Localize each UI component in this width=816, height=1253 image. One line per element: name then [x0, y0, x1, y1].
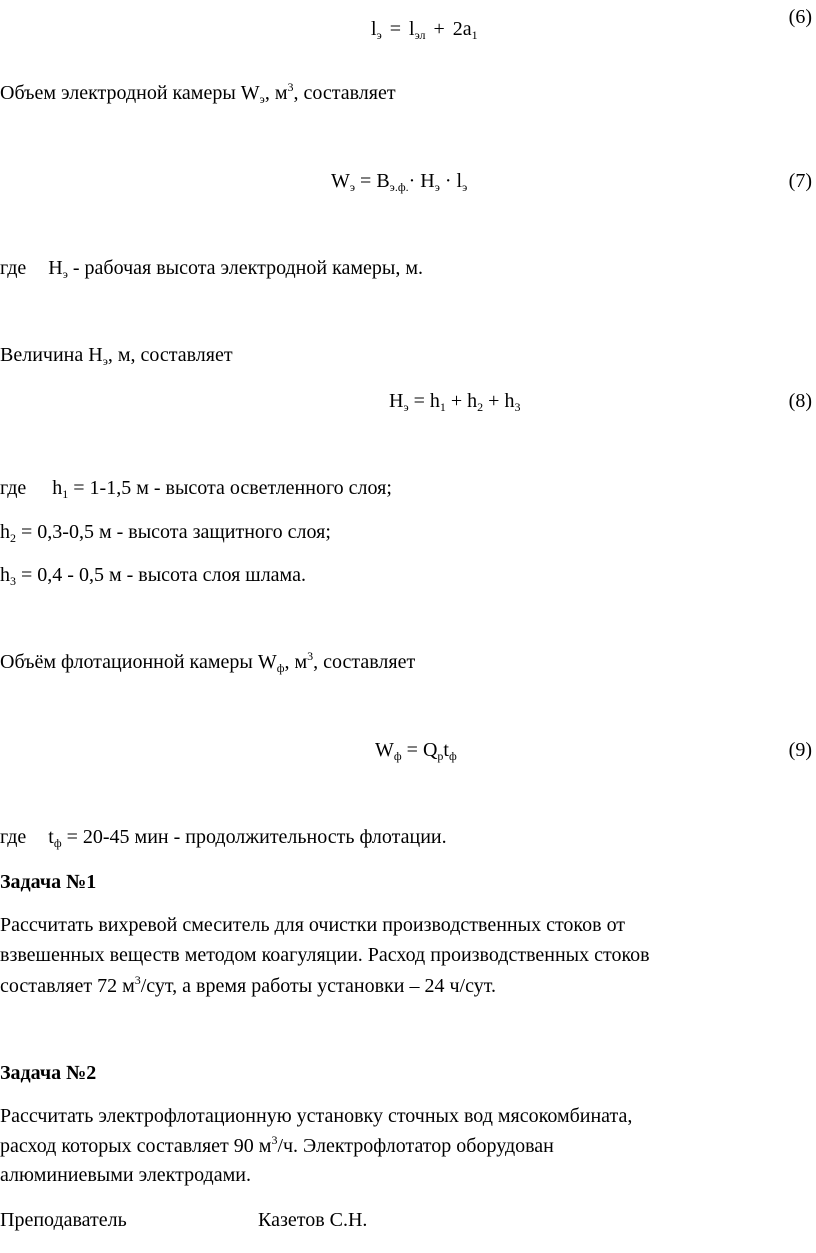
where-h1-definition: где $h_1 = 1-1,5$ м - высота осветленного слоя;	[0, 477, 392, 501]
where-t-definition: где $t_ф = 20-45$ мин - продолжительность флотации.	[0, 826, 447, 850]
equation-9: $W_ф = Q_рt_ф$	[375, 739, 457, 763]
task-2-title: Задача №2	[0, 1062, 97, 1084]
task-1-line-3: составляет 72 $м^3$/сут, а время работы установки – 24 ч/сут.	[0, 973, 496, 997]
task-1-title: Задача №1	[0, 871, 97, 893]
task-1-line-2: взвешенных веществ методом коагуляции. Расход производственных стоков	[0, 944, 650, 966]
equation-9-number: (9)	[788, 739, 812, 761]
task-2-line-3: алюминиевыми электродами.	[0, 1164, 251, 1186]
where-h-definition: где $H_э$ - рабочая высота электродной камеры, м.	[0, 257, 424, 281]
h3-definition: $h_3 = 0,4 - 0,5$ м - высота слоя шлама.	[0, 564, 306, 588]
equation-7: $W_э = B_{э.ф.}\cdot H_э \cdot l_э$	[331, 170, 468, 194]
equation-8: $H_э = h_1 + h_2 + h_3$	[389, 390, 521, 414]
equation-6: $l_э = l_{эл} + 2a_1$	[371, 18, 478, 42]
teacher-label: Преподаватель	[0, 1209, 127, 1231]
equation-6-number: (6)	[788, 6, 812, 28]
paragraph-value-h: Величина $H_э$, м, составляет	[0, 344, 233, 368]
equation-7-number: (7)	[788, 170, 812, 192]
h2-definition: $h_2 = 0,3-0,5$ м - высота защитного слоя;	[0, 521, 331, 545]
task-2-line-2: расход которых составляет 90 $м^3/ч$. Электрофлотатор оборудован	[0, 1133, 554, 1157]
paragraph-volume-flotation: Объём флотационной камеры $W_ф$, $м^3$, составляет	[0, 649, 416, 675]
task-1-line-1: Рассчитать вихревой смеситель для очистки производственных стоков от	[0, 914, 626, 936]
paragraph-volume-electrode: Объем электродной камеры $W_э$, $м^3$, составляет	[0, 80, 396, 106]
equation-8-number: (8)	[788, 390, 812, 412]
task-2-line-1: Рассчитать электрофлотационную установку сточных вод мясокомбината,	[0, 1105, 633, 1127]
teacher-name: Казетов С.Н.	[258, 1209, 368, 1231]
